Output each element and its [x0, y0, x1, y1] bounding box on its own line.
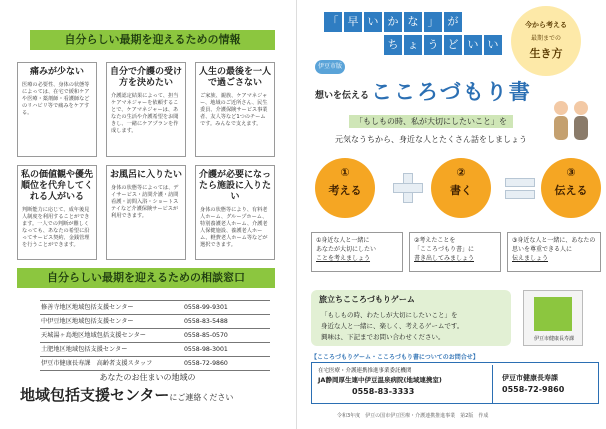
game-title: 旅立ちこころづもりゲーム [319, 295, 415, 304]
catch-char: い [464, 35, 482, 55]
catch-char: 」 [424, 12, 442, 32]
contact-row [40, 328, 270, 342]
equals-icon [505, 176, 533, 198]
step-text: ③身近な人と一緒に、あなたの [512, 237, 596, 244]
catch-char: い [364, 12, 382, 32]
catch-char: ど [444, 35, 462, 55]
quote-line-2: 元気なうちから、身近な人とたくさん話をしましょう [335, 135, 527, 144]
step-num: ② [456, 166, 466, 179]
org-3-phone: 0558-72-9860 [502, 385, 565, 394]
contact-row [40, 356, 270, 371]
contact-row [40, 300, 270, 314]
game-line-2: 身近な人と一緒に、楽しく、考えるゲームです。 [321, 322, 464, 330]
game-card-image [523, 290, 583, 346]
catch-char: ょ [404, 35, 422, 55]
step-text: 「こころづもり書」に [414, 246, 474, 253]
title-big: こころづもり書 [371, 80, 532, 104]
card-title: 自分で介護の受け方を決めたい [109, 67, 182, 88]
info-card [195, 165, 275, 260]
badge-line-1: 今から考える [525, 21, 567, 29]
card-label: 伊豆市健康長寿課 [533, 336, 574, 342]
org-3: 伊豆市健康長寿課 [502, 374, 558, 382]
info-card [106, 165, 186, 260]
quote-line-1-text: 「もしもの時、私が大切にしたいこと」を [355, 117, 507, 126]
step-text-underline: 伝えましょう [512, 255, 549, 262]
org-1: 在宅医療・介護連携推進事業委託機関 [318, 368, 412, 374]
right-page [297, 0, 606, 429]
quote-box [311, 109, 551, 145]
inquiry-title: 【こころづもりゲーム・こころづもり書についてのお問合せ】 [311, 354, 479, 361]
contact-row [40, 342, 270, 356]
step-circle-1 [315, 158, 375, 218]
card-body: ご家族、親族、ケアマネジャー、地域のご近所さん、民生委員、介護保険サービス事業者、友人等など1つのチームです。みんなで支えます。 [200, 93, 268, 127]
step-label: 書く [450, 184, 472, 197]
catchphrase [324, 12, 499, 56]
big-center-suffix: にご連絡ください [169, 393, 234, 402]
title-small: 想いを伝える [315, 91, 370, 101]
contact-name: 天城湯ヶ島地区地域包括支援センター [41, 332, 146, 339]
step-text: 思いを尊重できる人に [512, 246, 573, 253]
catch-char: ち [384, 35, 402, 55]
card-title: 私の価値観や優先順位を代弁してくれる人がいる [20, 170, 93, 202]
catch-char: か [384, 12, 402, 32]
step-circle-3 [541, 158, 601, 218]
step-text: ①身近な人と一緒に [316, 237, 370, 244]
section2-title: 自分らしい最期を迎えるための相談窓口 [17, 268, 275, 288]
catch-row-2 [384, 35, 502, 55]
info-card [195, 62, 275, 157]
footer: 令和3年度 伊豆の国市伊豆医療・介護連携推進事業 第2版 作成 [337, 413, 489, 419]
contact-row [40, 314, 270, 328]
step-desc-3 [507, 232, 601, 272]
catch-row-1 [324, 12, 462, 32]
contact-name: 中伊豆地区地域包括支援センター [41, 318, 134, 325]
contact-phone: 0558-98-3001 [184, 346, 228, 353]
big-center-name: 地域包括支援センター [20, 386, 170, 404]
step-text [414, 254, 496, 263]
card-body: 判断能力に応じて、成年後見人制度を利用することができます。一人での判断が難しくなっても、あなたの希望に沿ってサービス契約、金銭管理を行うことができます。 [22, 207, 90, 248]
city-bubble: 伊豆市版 [315, 60, 345, 74]
inquiry-box [311, 362, 599, 404]
catch-char: い [484, 35, 502, 55]
catch-char: う [424, 35, 442, 55]
step-desc-2 [409, 232, 501, 272]
catch-char: が [444, 12, 462, 32]
step-text: ②考えたことを [414, 237, 456, 244]
org-2: JA静岡厚生連中伊豆温泉病院(地域連携室) [318, 376, 442, 384]
catch-char: 早 [344, 12, 362, 32]
catch-char: な [404, 12, 422, 32]
contact-name: 修善寺地区地域包括支援センター [41, 304, 134, 311]
lifestyle-badge [511, 6, 581, 76]
big-center-line [20, 384, 290, 405]
contact-name: 伊豆市健康長寿課 高齢者支援スタッフ [41, 360, 153, 367]
step-text-underline: ことを考えましょう [316, 255, 371, 262]
plus-icon [393, 173, 421, 201]
card-body: 身体の状態等により、有料老人ホーム、グループホーム、特別養護老人ホーム、介護老人保健施設、養護老人ホーム、軽費老人ホーム等などが選択できます。 [200, 207, 268, 248]
game-line-3: 興味は、下記までお問い合わせください。 [321, 333, 445, 341]
org-2-phone: 0558-83-3333 [352, 387, 415, 396]
step-text [316, 254, 398, 263]
game-section [311, 290, 511, 346]
card-title: お風呂に入りたい [109, 170, 182, 180]
quote-line-1 [349, 115, 513, 128]
card-body: 介護認定結果によって、担当ケアマネジャーを依頼することで、ケアマネジャーは、あなたの生活や介護希望をお聞きし、一緒にケアプランを作成します。 [111, 93, 179, 134]
catch-char: 「 [324, 12, 342, 32]
info-card [17, 165, 97, 260]
step-num: ① [340, 166, 350, 179]
info-card [17, 62, 97, 157]
contact-phone: 0558-99-9301 [184, 304, 228, 311]
section1-title: 自分らしい最期を迎えるための情報 [30, 30, 275, 50]
card-body: 医療の必要性、身体の状態等によっては、在宅で緩和ケアや医療・薬剤師・看護師などのリハビリ等で痛みをケアする。 [22, 82, 90, 116]
info-card [106, 62, 186, 157]
step-num: ③ [566, 166, 576, 179]
step-circle-2 [431, 158, 491, 218]
contact-phone: 0558-85-0570 [184, 332, 228, 339]
badge-line-2: 最期までの [530, 35, 561, 42]
contact-phone: 0558-83-5488 [184, 318, 228, 325]
step-text-underline: 書き出してみましょう [414, 255, 475, 262]
step-text [512, 254, 596, 263]
game-line-1: 「もしもの時、わたしが大切にしたいこと」を [321, 311, 458, 319]
badge-line-3: 生き方 [529, 47, 563, 60]
card-title: 痛みが少ない [29, 67, 84, 77]
left-page [0, 0, 295, 429]
step-desc-1 [311, 232, 403, 272]
step-text: あなたが大切にしたい [316, 246, 377, 253]
step-label: 伝える [554, 184, 588, 197]
card-body: 身体の状態等によっては、デイサービス・訪問介護・訪問看護・訪問入浴・ショートステイなど介護保険サービスが利用できます。 [111, 185, 179, 219]
contact-name: 土肥地区地域包括支援センター [41, 346, 128, 353]
family-illustration [547, 96, 597, 146]
contact-phone: 0558-72-9860 [184, 360, 228, 367]
note-text: あなたのお住まいの地域の [99, 373, 196, 382]
card-title: 介護が必要になったら施設に入りたい [198, 170, 271, 202]
card-title: 人生の最後を一人で過ごさない [198, 67, 271, 88]
step-label: 考える [328, 184, 362, 197]
